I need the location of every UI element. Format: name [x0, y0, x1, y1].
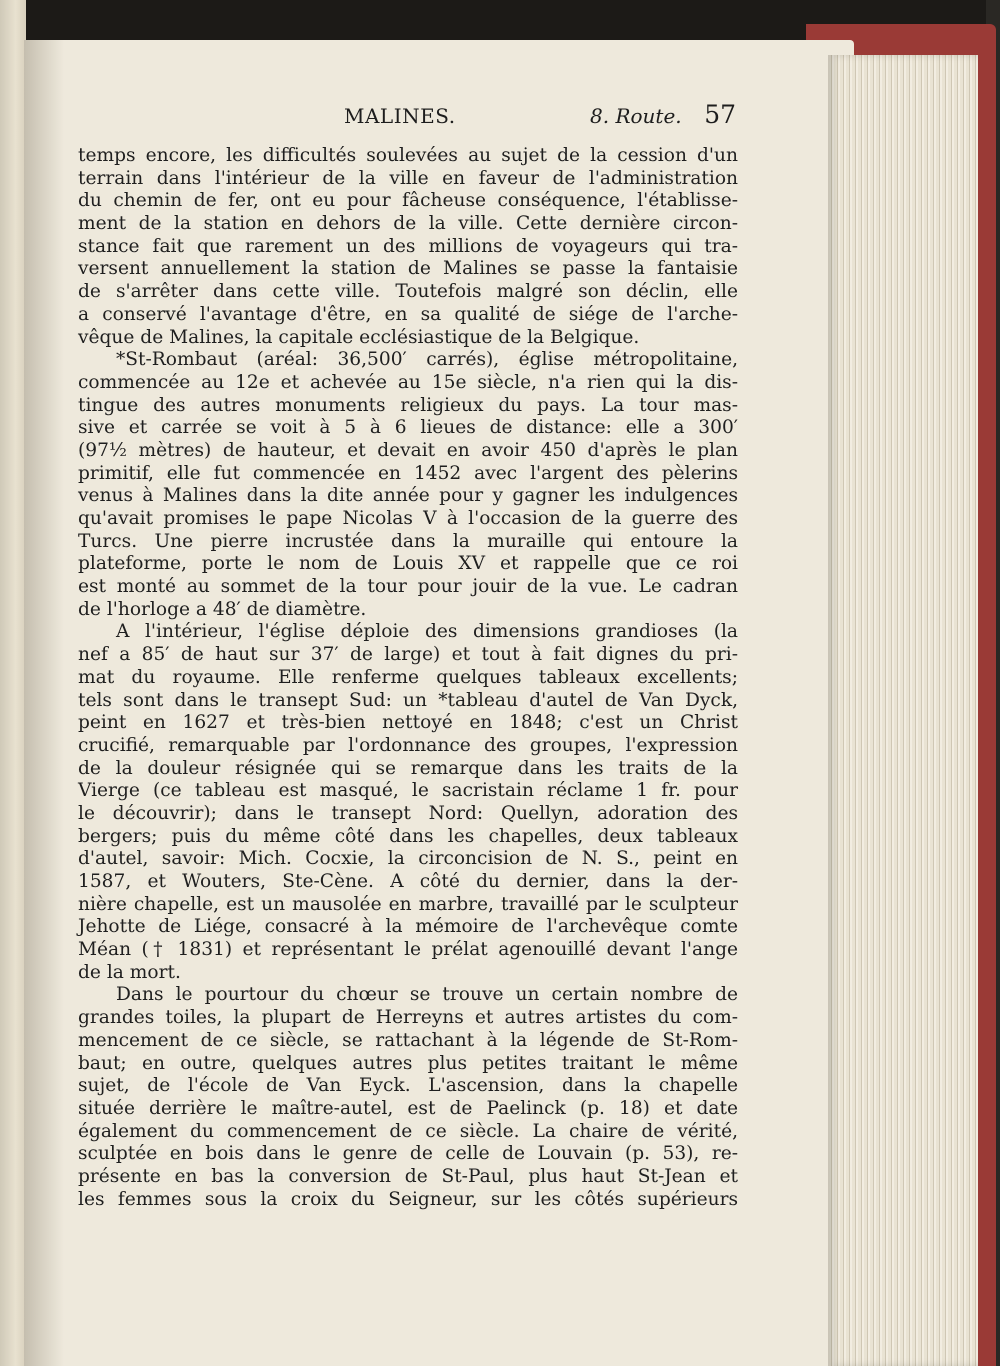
text-line: mat du royaume. Elle renferme quelques tableaux excellents;: [78, 666, 738, 688]
text-line: d'autel, savoir: Mich. Cocxie, la circoncision de N. S., peint en: [78, 848, 738, 870]
text-line: Jehotte de Liége, consacré à la mémoire de l'archevêque comte: [78, 916, 738, 938]
running-title: MALINES.: [344, 104, 456, 128]
previous-page-edge: [0, 0, 26, 1366]
text-line: présente en bas la conversion de St-Paul, plus haut St-Jean et: [78, 1165, 738, 1187]
text-line: mencement de ce siècle, se rattachant à la légende de St-Rom-: [78, 1029, 738, 1051]
page-edges: [828, 55, 978, 1366]
text-line: sive et carrée se voit à 5 à 6 lieues de distance: elle a 300′: [78, 417, 738, 439]
text-line: stance fait que rarement un des millions de voyageurs qui tra-: [78, 235, 738, 257]
page-gutter-shadow: [24, 40, 64, 1366]
text-line: nef a 85′ de haut sur 37′ de large) et tout à fait dignes du pri-: [78, 644, 738, 666]
body-text: [78, 145, 738, 1211]
text-line: (97½ mètres) de hauteur, et devait en avoir 450 d'après le plan: [78, 439, 738, 461]
text-line: les femmes sous la croix du Seigneur, sur les côtés supérieurs: [78, 1188, 738, 1210]
text-line: vêque de Malines, la capitale ecclésiastique de la Belgique.: [78, 326, 640, 348]
text-line: *St-Rombaut (aréal: 36,500′ carrés), église métropolitaine,: [116, 349, 738, 371]
text-line: commencée au 12e et achevée au 15e siècle, n'a rien qui la dis-: [78, 371, 738, 393]
text-line: située derrière le maître-autel, est de Paelinck (p. 18) et date: [78, 1097, 738, 1119]
text-line: Turcs. Une pierre incrustée dans la muraille qui entoure la: [78, 530, 738, 552]
text-line: qu'avait promises le pape Nicolas V à l'occasion de la guerre des: [78, 508, 738, 529]
text-line: de l'horloge a 48′ de diamètre.: [78, 598, 367, 620]
text-line: crucifié, remarquable par l'ordonnance des groupes, l'expression: [78, 734, 738, 756]
text-line: de la mort.: [78, 961, 181, 983]
text-line: a conservé l'avantage d'être, en sa qualité de siége de l'arche-: [78, 303, 738, 325]
text-line: nière chapelle, est un mausolée en marbre, travaillé par le sculpteur: [78, 893, 738, 915]
text-line: grandes toiles, la plupart de Herreyns et autres artistes du com-: [78, 1007, 738, 1029]
text-line: sujet, de l'école de Van Eyck. L'ascension, dans la chapelle: [78, 1075, 738, 1097]
text-line: est monté au sommet de la tour pour jouir de la vue. Le cadran: [78, 576, 738, 598]
text-line: le découvrir); dans le transept Nord: Quellyn, adoration des: [78, 802, 738, 824]
text-line: temps encore, les difficultés soulevées au sujet de la cession d'un: [78, 145, 738, 166]
text-line: Dans le pourtour du chœur se trouve un certain nombre de: [116, 984, 738, 1006]
text-line: venus à Malines dans la dite année pour y gagner les indulgences: [78, 485, 738, 507]
text-line: plateforme, porte le nom de Louis XV et rappelle que ce roi: [78, 553, 738, 575]
text-line: également du commencement de ce siècle. La chaire de vérité,: [78, 1120, 738, 1142]
text-line: tels sont dans le transept Sud: un *tableau d'autel de Van Dyck,: [78, 689, 738, 711]
text-line: du chemin de fer, ont eu pour fâcheuse conséquence, l'établisse-: [78, 190, 738, 212]
text-line: peint en 1627 et très-bien nettoyé en 1848; c'est un Christ: [78, 712, 738, 734]
text-line: sculptée en bois dans le genre de celle de Louvain (p. 53), re-: [78, 1143, 738, 1165]
text-line: primitif, elle fut commencée en 1452 avec l'argent des pèlerins: [78, 462, 738, 484]
text-line: de s'arrêter dans cette ville. Toutefois malgré son déclin, elle: [78, 281, 738, 303]
running-header: [78, 100, 738, 140]
page-number: 57: [704, 100, 736, 129]
text-line: Méan († 1831) et représentant le prélat agenouillé devant l'ange: [78, 939, 738, 961]
route-reference: 8. Route.: [590, 104, 682, 128]
text-line: bergers; puis du même côté dans les chapelles, deux tableaux: [78, 825, 738, 847]
text-line: Vierge (ce tableau est masqué, le sacristain réclame 1 fr. pour: [78, 780, 738, 802]
text-line: A l'intérieur, l'église déploie des dimensions grandioses (la: [116, 621, 738, 643]
text-line: baut; en outre, quelques autres plus petites traitant le même: [78, 1052, 738, 1074]
text-line: 1587, et Wouters, Ste-Cène. A côté du dernier, dans la der-: [78, 871, 738, 892]
text-line: terrain dans l'intérieur de la ville en faveur de l'administration: [78, 167, 738, 189]
text-line: de la douleur résignée qui se remarque dans les traits de la: [78, 757, 738, 779]
text-line: ment de la station en dehors de la ville. Cette dernière circon-: [78, 213, 738, 235]
text-line: versent annuellement la station de Malines se passe la fantaisie: [78, 258, 738, 280]
text-line: tingue des autres monuments religieux du pays. La tour mas-: [78, 394, 738, 416]
